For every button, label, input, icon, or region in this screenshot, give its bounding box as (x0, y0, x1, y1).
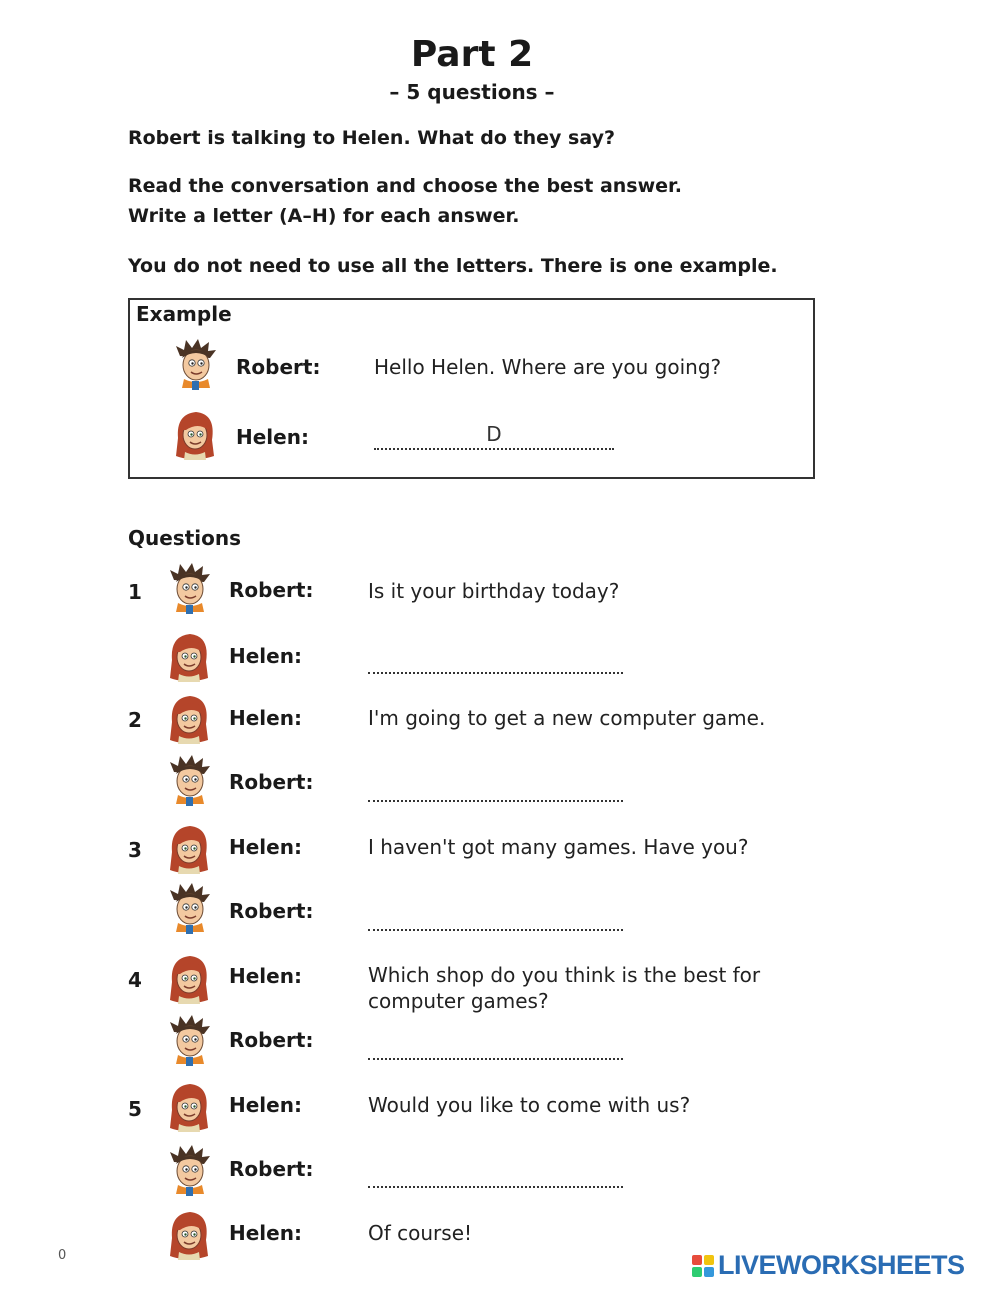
answer-input-1[interactable] (368, 648, 623, 674)
answer-input-3[interactable] (368, 905, 623, 931)
answer-input-5[interactable] (368, 1162, 623, 1188)
answer-speaker: Helen: (229, 644, 302, 668)
closing-speaker: Helen: (229, 1221, 302, 1245)
questions-title: Questions (128, 526, 242, 550)
question-prompt: I haven't got many games. Have you? (368, 835, 749, 859)
helen-avatar-icon (166, 1208, 212, 1260)
question-number: 1 (128, 580, 142, 604)
instruction-line1: Read the conversation and choose the best answer. (128, 175, 682, 197)
question-number: 5 (128, 1097, 142, 1121)
helen-avatar-icon (172, 408, 218, 460)
example-speaker-helen: Helen: (236, 425, 309, 449)
answer-input-4[interactable] (368, 1034, 623, 1060)
question-number: 2 (128, 708, 142, 732)
answer-input-2[interactable] (368, 776, 623, 802)
instruction-intro: Robert is talking to Helen. What do they say? (128, 127, 615, 149)
helen-avatar-icon (166, 1080, 212, 1132)
question-speaker: Helen: (229, 964, 302, 988)
robert-avatar-icon (166, 1014, 212, 1066)
robert-avatar-icon (166, 1144, 212, 1196)
answer-speaker: Robert: (229, 1028, 314, 1052)
question-prompt-line1: Which shop do you think is the best for (368, 963, 761, 987)
robert-avatar-icon (166, 754, 212, 806)
instruction-line3: You do not need to use all the letters. There is one example. (128, 255, 778, 277)
example-answer: D (374, 422, 614, 450)
closing-text: Of course! (368, 1221, 473, 1245)
question-prompt: Is it your birthday today? (368, 579, 620, 603)
page-subtitle: – 5 questions – (389, 80, 555, 104)
brand-name: LIVEWORKSHEETS (718, 1250, 965, 1280)
helen-avatar-icon (166, 822, 212, 874)
answer-speaker: Robert: (229, 899, 314, 923)
page-mark: 0 (58, 1248, 67, 1263)
liveworksheets-logo-icon (692, 1255, 714, 1277)
question-speaker: Robert: (229, 578, 314, 602)
helen-avatar-icon (166, 630, 212, 682)
robert-avatar-icon (166, 882, 212, 934)
example-robert-line: Hello Helen. Where are you going? (374, 355, 722, 379)
question-number: 4 (128, 968, 142, 992)
question-prompt-line2: computer games? (368, 989, 549, 1013)
answer-speaker: Robert: (229, 1157, 314, 1181)
robert-avatar-icon (172, 338, 218, 390)
helen-avatar-icon (166, 692, 212, 744)
example-label: Example (136, 302, 232, 326)
question-speaker: Helen: (229, 706, 302, 730)
page-title: Part 2 (410, 34, 534, 75)
liveworksheets-brand[interactable] (692, 1250, 965, 1281)
question-number: 3 (128, 838, 142, 862)
instruction-line2: Write a letter (A–H) for each answer. (128, 205, 520, 227)
robert-avatar-icon (166, 562, 212, 614)
question-prompt: I'm going to get a new computer game. (368, 706, 766, 730)
helen-avatar-icon (166, 952, 212, 1004)
question-prompt: Would you like to come with us? (368, 1093, 691, 1117)
question-speaker: Helen: (229, 835, 302, 859)
answer-speaker: Robert: (229, 770, 314, 794)
question-speaker: Helen: (229, 1093, 302, 1117)
example-speaker-robert: Robert: (236, 355, 321, 379)
